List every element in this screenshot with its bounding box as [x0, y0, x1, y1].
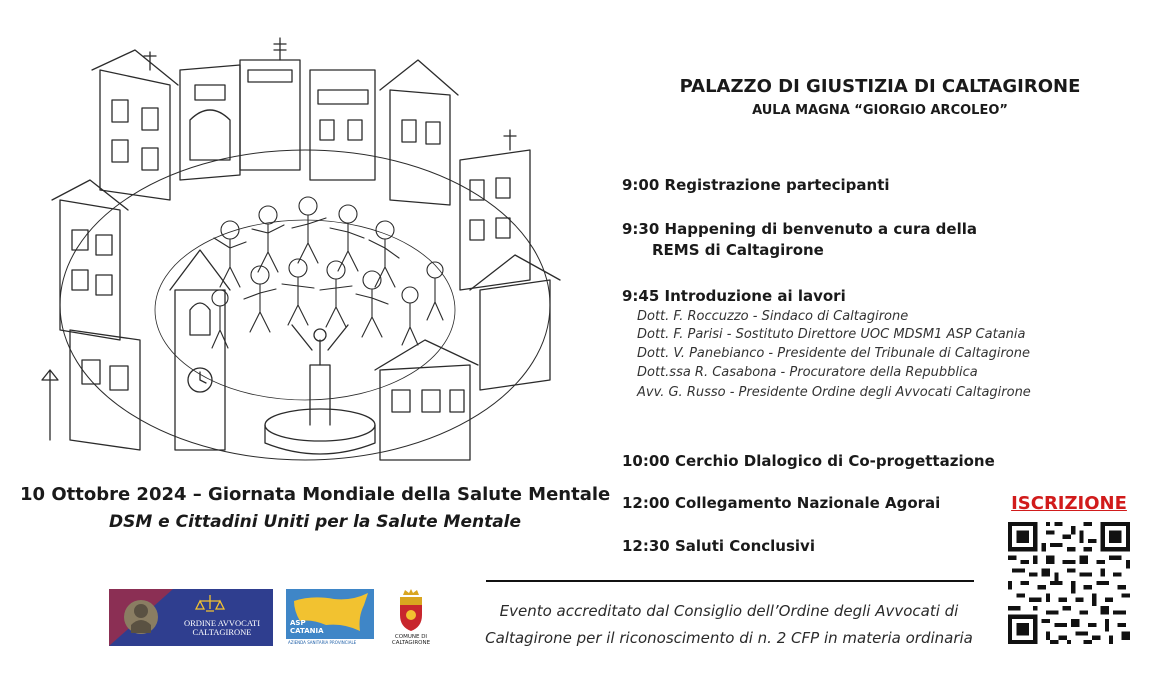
speaker-parisi: Dott. F. Parisi - Sostituto Direttore UOC MDSM1 ASP Catania: [637, 327, 1026, 342]
program-label: Saluti Conclusivi: [674, 537, 815, 555]
speaker-casabona: Dott.ssa R. Casabona - Procuratore della Repubblica: [637, 365, 978, 380]
asp-name: [290, 619, 324, 635]
program-time: 12:30: [622, 537, 670, 555]
program-label: Cerchio Dlalogico di Co-progettazione: [674, 452, 995, 470]
accreditation-note: [455, 598, 1003, 652]
accreditation-line: Evento accreditato dal Consiglio dell’Ordine degli Avvocati di: [499, 602, 959, 620]
sicily-map-icon: [286, 589, 374, 646]
asp-logo-line: ASP: [290, 619, 306, 627]
program-item-happening: [622, 220, 977, 238]
order-logo-line: CALTAGIRONE: [192, 627, 252, 637]
comune-caltagirone-logo: [388, 589, 434, 651]
qr-code-icon[interactable]: [1008, 522, 1130, 644]
city-crest-icon: [388, 589, 434, 633]
accreditation-line: Caltagirone per il riconoscimento di n. 2 CFP in materia ordinaria: [485, 629, 973, 647]
venue-hall: AULA MAGNA “GIORGIO ARCOLEO”: [752, 103, 1008, 118]
piazza-sketch-illustration: [30, 30, 578, 480]
program-time: 10:00: [622, 452, 670, 470]
order-logo-line: ORDINE AVVOCATI: [183, 618, 261, 628]
divider-line: [486, 580, 974, 582]
program-time: 9:45: [622, 287, 660, 305]
program-time: 9:00: [622, 176, 660, 194]
speaker-panebianco: Dott. V. Panebianco - Presidente del Tribunale di Caltagirone: [637, 346, 1030, 361]
order-lawyers-logo: [109, 589, 273, 646]
program-item-saluti: [622, 537, 815, 555]
order-lawyers-name: [173, 619, 271, 637]
program-item-registrazione: [622, 176, 890, 194]
venue-title: PALAZZO DI GIUSTIZIA DI CALTAGIRONE: [679, 76, 1081, 97]
speaker-roccuzzo: Dott. F. Roccuzzo - Sindaco di Caltagirone: [637, 309, 909, 324]
program-item-introduzione: [622, 287, 846, 305]
program-item-cerchio: [622, 452, 995, 470]
comune-name: [388, 634, 434, 646]
speaker-russo: Avv. G. Russo - Presidente Ordine degli Avvocati Caltagirone: [637, 385, 1031, 400]
asp-logo-line: CATANIA: [290, 627, 324, 635]
event-subtitle: DSM e Cittadini Uniti per la Salute Mentale: [108, 512, 522, 532]
comune-logo-line: CALTAGIRONE: [391, 640, 431, 646]
comune-logo-line: COMUNE DI: [394, 634, 428, 640]
program-label: Happening di benvenuto a cura della: [664, 220, 977, 238]
registration-label[interactable]: ISCRIZIONE: [1011, 493, 1127, 514]
program-label-continued: REMS di Caltagirone: [652, 241, 824, 259]
program-time: 12:00: [622, 494, 670, 512]
program-time: 9:30: [622, 220, 660, 238]
event-date-title: 10 Ottobre 2024 – Giornata Mondiale della Salute Mentale: [20, 484, 611, 505]
asp-catania-logo: [286, 589, 374, 646]
program-label: Collegamento Nazionale Agorai: [674, 494, 941, 512]
asp-subtitle: AZIENDA SANITARIA PROVINCIALE: [288, 640, 357, 645]
program-label: Registrazione partecipanti: [664, 176, 890, 194]
program-label: Introduzione ai lavori: [664, 287, 846, 305]
program-item-collegamento: [622, 494, 940, 512]
